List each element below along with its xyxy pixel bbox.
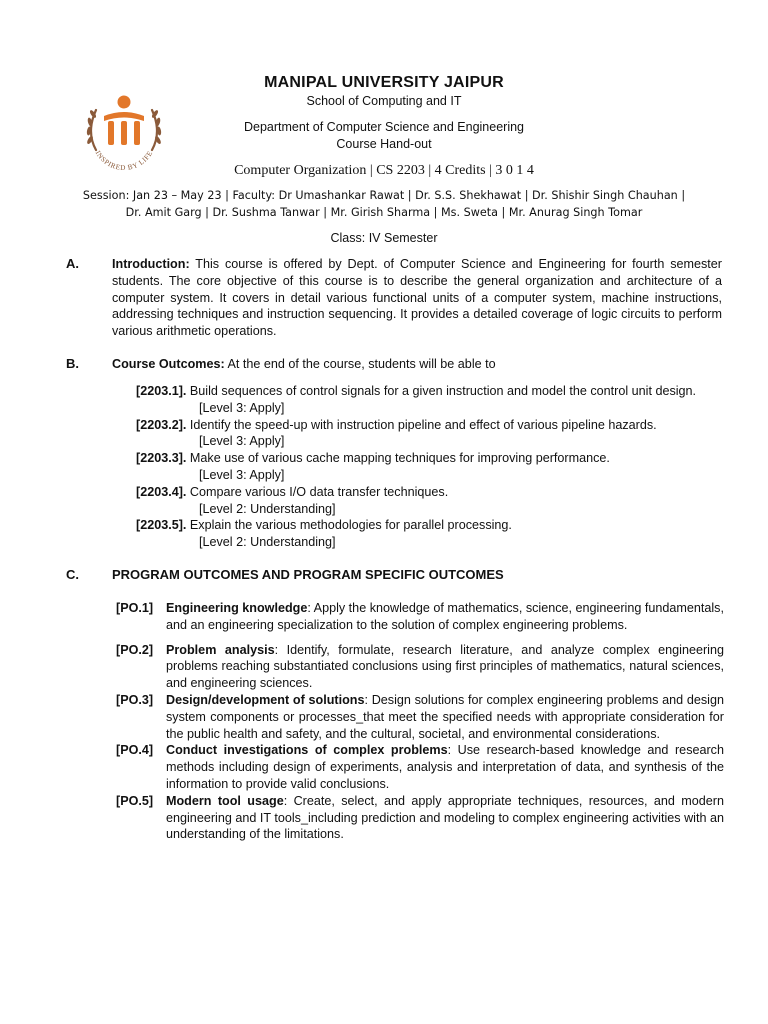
- section-b-intro: [112, 356, 722, 373]
- section-c-letter: C.: [66, 567, 79, 582]
- course-outcome-item: [136, 517, 726, 551]
- course-outcome-level: [Level 2: Understanding]: [199, 535, 336, 550]
- course-outcome-text: Make use of various cache mapping techniques for improving performance.: [189, 451, 610, 466]
- course-outcome-item: [136, 417, 726, 451]
- session-faculty-line-2: Dr. Amit Garg | Dr. Sushma Tanwar | Mr. Girish Sharma | Ms. Sweta | Mr. Anurag Singh Tomar: [125, 206, 643, 219]
- section-a-letter: A.: [66, 256, 79, 271]
- program-outcome-heading: Engineering knowledge: [166, 601, 308, 615]
- logo-motto: INSPIRED BY LIFE: [93, 149, 155, 173]
- program-outcome-text: : Design solutions for complex engineering problems and design system components or processes_that meet the specified needs with appropriate consideration for the public health and safety, and the cultural, societal, and environmental considerations.: [166, 692, 724, 741]
- program-outcome-heading: Modern tool usage: [166, 793, 284, 808]
- document-type: Course Hand-out: [336, 137, 432, 151]
- program-outcome-body: [166, 642, 724, 692]
- course-outcome-text: Compare various I/O data transfer techniques.: [189, 484, 449, 499]
- program-outcome-heading: Conduct investigations of complex problems: [166, 743, 448, 758]
- university-name: MANIPAL UNIVERSITY JAIPUR: [264, 74, 504, 91]
- section-a-heading: Introduction:: [112, 257, 190, 271]
- program-outcome-text: : Use research-based knowledge and research methods including design of experiments, analysis and interpretation of data, and synthesis of the information to provide valid conclusions.: [166, 743, 724, 791]
- course-outcome-code: [2203.2].: [136, 417, 187, 432]
- course-outcome-text: Explain the various methodologies for parallel processing.: [189, 518, 512, 533]
- course-outcome-item: [136, 484, 726, 518]
- program-outcome-code: [PO.1]: [116, 601, 154, 615]
- course-outcome-text: Identify the speed-up with instruction pipeline and effect of various pipeline hazards.: [189, 417, 657, 432]
- class-line: Class: IV Semester: [330, 231, 438, 245]
- course-outcome-code: [2203.1].: [136, 384, 187, 398]
- course-line: Computer Organization | CS 2203 | 4 Credits | 3 0 1 4: [234, 163, 534, 178]
- section-a-text: This course is offered by Dept. of Computer Science and Engineering for fourth semester students. The core objective of this course is to describe the general organization and architecture of a computer system. It covers in detail various functional units of a computer system, machine instructions, addressing techniques and instruction sequencing. It provides a detailed coverage of logic circuits to perform various arithmetic operations.: [112, 257, 723, 339]
- program-outcome-heading: Problem analysis: [166, 642, 275, 657]
- course-outcome-code: [2203.3].: [136, 451, 187, 466]
- program-outcome-code: [PO.4]: [116, 743, 154, 758]
- section-c-heading: PROGRAM OUTCOMES AND PROGRAM SPECIFIC OUTCOMES: [112, 567, 504, 582]
- program-outcome-item: [116, 793, 724, 843]
- program-outcome-code: [PO.3]: [116, 692, 154, 707]
- program-outcome-body: [166, 692, 724, 742]
- program-outcome-item: [116, 692, 724, 742]
- program-outcome-text: : Create, select, and apply appropriate techniques, resources, and modern engineering and IT tools_including prediction and modeling to complex engineering activities with an understanding of the limitations.: [166, 793, 724, 842]
- program-outcome-text: : Apply the knowledge of mathematics, science, engineering fundamentals, and an engineering specialization to the solution of complex engineering problems.: [166, 601, 724, 632]
- course-outcome-level: [Level 3: Apply]: [199, 400, 285, 415]
- program-outcome-body: [166, 742, 724, 792]
- program-outcome-body: [166, 793, 724, 843]
- program-outcome-heading: Design/development of solutions: [166, 692, 365, 707]
- program-outcome-code: [PO.2]: [116, 642, 154, 657]
- course-outcome-code: [2203.4].: [136, 484, 187, 499]
- section-a-introduction: [112, 256, 722, 340]
- program-outcome-item: [116, 600, 724, 634]
- course-outcome-code: [2203.5].: [136, 518, 187, 533]
- program-outcome-item: [116, 742, 724, 792]
- section-b-text: At the end of the course, students will be able to: [227, 357, 496, 371]
- section-b-heading: Course Outcomes:: [112, 357, 225, 371]
- program-outcome-code: [PO.5]: [116, 793, 154, 808]
- course-outcome-item: [136, 383, 726, 417]
- course-outcome-text: Build sequences of control signals for a given instruction and model the control unit design.: [189, 384, 697, 398]
- department-name: Department of Computer Science and Engineering: [243, 120, 525, 134]
- school-name: School of Computing and IT: [306, 94, 462, 108]
- course-outcome-level: [Level 3: Apply]: [199, 467, 285, 482]
- course-outcomes-list: [136, 383, 726, 551]
- session-faculty-line-1: Session: Jan 23 – May 23 | Faculty: Dr Umashankar Rawat | Dr. S.S. Shekhawat | Dr. Shishir Singh Chauhan |: [82, 189, 686, 202]
- program-outcome-item: [116, 642, 724, 692]
- course-outcome-level: [Level 2: Understanding]: [199, 501, 336, 516]
- course-outcome-item: [136, 450, 726, 484]
- section-b-letter: B.: [66, 356, 79, 371]
- program-outcome-body: [166, 600, 724, 634]
- course-outcome-level: [Level 3: Apply]: [199, 434, 285, 449]
- program-outcome-text: : Identify, formulate, research literature, and analyze complex engineering problems reaching substantiated conclusions using first principles of mathematics, natural sciences, and engineering sciences.: [166, 642, 724, 691]
- program-outcomes-list: [116, 600, 724, 843]
